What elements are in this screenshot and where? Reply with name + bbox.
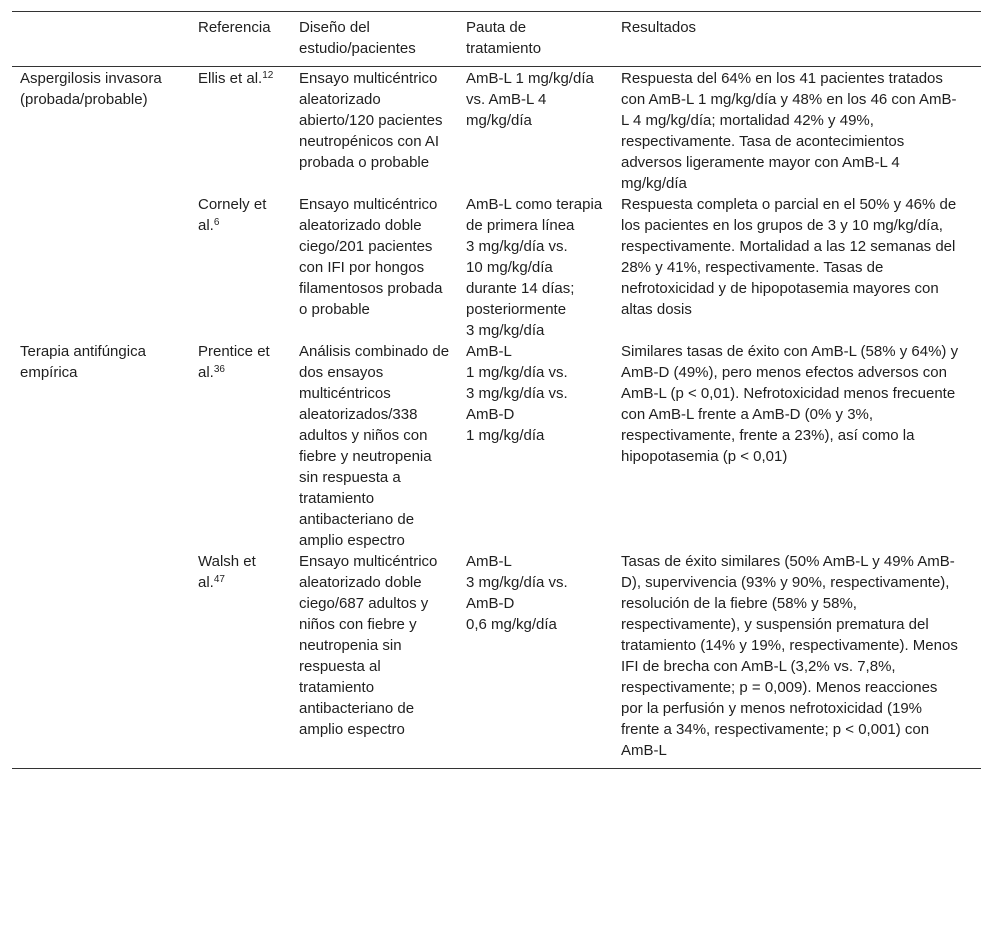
header-regimen: Pauta de tratamiento: [466, 19, 542, 57]
table-container: [12, 11, 981, 769]
table-row: [12, 551, 981, 769]
reference-text: Walsh et al.: [198, 553, 256, 591]
row-results: Respuesta del 64% en los 41 pacientes tratados con AmB-L 1 mg/kg/día y 48% en los 46 con AmB-L 4 mg/kg/día; mortalidad 42% y 49%, respectivamente. Tasa de acontecimientos adversos ligeramente mayor con AmB-L 4 mg/kg/día: [621, 70, 957, 192]
reference-text: Prentice et al.: [198, 343, 270, 381]
results-table: [12, 11, 981, 769]
header-results: Resultados: [621, 19, 697, 36]
reference-number: 6: [213, 217, 220, 228]
row-reference: [190, 194, 291, 341]
row-category: Terapia antifúngica empírica: [20, 343, 146, 381]
row-design: Ensayo multicéntrico aleatorizado abierto/120 pacientes neutropénicos con AI probada o probable: [299, 70, 443, 171]
reference-text: Ellis et al.: [198, 70, 263, 87]
row-results: Similares tasas de éxito con AmB-L (58% y 64%) y AmB-D (49%), pero menos efectos adversos con AmB-L (p < 0,01). Nefrotoxicidad menos frecuente con AmB-L frente a AmB-D (0% y 3%, respectivamente, frente a 23%), así como la hipopotasemia (p < 0,01): [621, 343, 959, 465]
reference-number: 12: [262, 70, 274, 81]
row-category: [12, 551, 190, 769]
header-reference: Referencia: [198, 19, 271, 36]
row-results: Tasas de éxito similares (50% AmB-L y 49% AmB-D), supervivencia (93% y 90%, respectivamente), resolución de la fiebre (58% y 58%, respectivamente), y suspensión prematura del tratamiento (14% y 19%, respectivamente). Menos IFI de brecha con AmB-L (3,2% vs. 7,8%, respectivamente; p = 0,009). Menos reacciones por la perfusión y menos nefrotoxicidad (19% frente a 34%, respectivamente; p < 0,001) con AmB-L: [621, 553, 958, 759]
row-design: Análisis combinado de dos ensayos multicéntricos aleatorizados/338 adultos y niños con fiebre y neutropenia sin respuesta a tratamiento antibacteriano de amplio espectro: [299, 343, 450, 549]
table-row: [12, 194, 981, 341]
table-header-row: [12, 12, 981, 67]
row-design: Ensayo multicéntrico aleatorizado doble ciego/687 adultos y niños con fiebre y neutropenia sin respuesta al tratamiento antibacteriano de amplio espectro: [299, 553, 438, 738]
table-row: [12, 67, 981, 195]
reference-number: 47: [213, 574, 225, 585]
header-category: [12, 12, 190, 67]
row-category: [12, 194, 190, 341]
table-row: [12, 341, 981, 551]
row-regimen: AmB-L como terapia de primera línea 3 mg/kg/día vs. 10 mg/kg/día durante 14 días; posteriormente 3 mg/kg/día: [466, 196, 603, 339]
row-design: Ensayo multicéntrico aleatorizado doble ciego/201 pacientes con IFI por hongos filamentosos probada o probable: [299, 196, 443, 318]
reference-number: 36: [213, 364, 225, 375]
header-design: Diseño del estudio/pacientes: [299, 19, 416, 57]
row-reference: [190, 67, 291, 195]
row-regimen: AmB-L 3 mg/kg/día vs. AmB-D 0,6 mg/kg/día: [466, 553, 568, 633]
reference-text: Cornely et al.: [198, 196, 267, 234]
row-reference: [190, 551, 291, 769]
row-reference: [190, 341, 291, 551]
row-results: Respuesta completa o parcial en el 50% y 46% de los pacientes en los grupos de 3 y 10 mg/kg/día, respectivamente. Mortalidad a las 12 semanas del 28% y 41%, respectivamente. Tasas de nefrotoxicidad y de hipopotasemia mayores con altas dosis: [621, 196, 957, 318]
row-regimen: AmB-L 1 mg/kg/día vs. 3 mg/kg/día vs. AmB-D 1 mg/kg/día: [466, 343, 568, 444]
row-regimen: AmB-L 1 mg/kg/día vs. AmB-L 4 mg/kg/día: [466, 70, 594, 129]
row-category: Aspergilosis invasora (probada/probable): [20, 70, 162, 108]
